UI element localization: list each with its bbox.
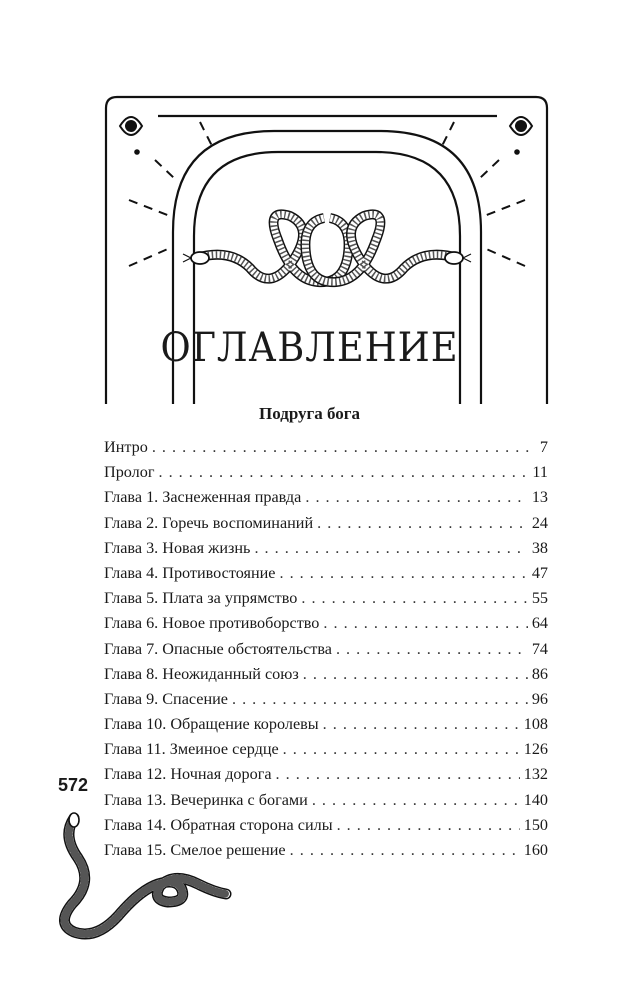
toc-item[interactable] (104, 463, 548, 488)
toc-label: Глава 15. Смелое решение (104, 841, 286, 859)
entwined-snakes-icon (183, 214, 471, 282)
toc-page: 108 (523, 715, 548, 734)
toc-label: Глава 2. Горечь воспоминаний (104, 513, 314, 532)
toc-page: 55 (531, 589, 548, 608)
toc-label: Глава 9. Спасение (104, 689, 228, 708)
toc-leader (323, 614, 527, 633)
toc-item[interactable] (104, 715, 548, 740)
toc-leader (152, 438, 536, 457)
toc-page: 11 (532, 463, 548, 482)
toc-leader (279, 564, 527, 583)
toc-label: Глава 3. Новая жизнь (104, 538, 251, 557)
toc-page: 132 (523, 765, 548, 784)
toc-page: 24 (531, 513, 548, 532)
toc-leader (336, 640, 528, 659)
toc-leader (276, 765, 520, 784)
toc-item[interactable] (104, 564, 548, 589)
toc-label: Интро (104, 438, 148, 456)
toc-item[interactable] (104, 765, 548, 790)
toc-item[interactable] (104, 740, 548, 765)
toc-item[interactable] (104, 665, 548, 690)
page-number: 572 (58, 775, 89, 795)
toc-page: 126 (523, 740, 548, 759)
toc-page: 96 (531, 689, 548, 708)
toc-label: Глава 11. Змеиное сердце (104, 740, 279, 759)
page-title: ОГЛАВЛЕНИЕ (160, 325, 459, 371)
toc-leader (303, 665, 528, 684)
toc-leader (323, 715, 520, 734)
toc-item[interactable] (104, 589, 548, 614)
toc-page: 74 (531, 639, 548, 658)
toc-label: Глава 8. Неожиданный союз (104, 664, 299, 683)
table-of-contents (104, 438, 548, 866)
eye-icon (120, 117, 532, 135)
toc-label: Глава 13. Вечеринка с богами (104, 790, 308, 809)
toc-item[interactable] (104, 514, 548, 539)
toc-label: Глава 10. Обращение королевы (104, 715, 319, 734)
toc-label: Глава 12. Ночная дорога (104, 765, 272, 784)
toc-page: 38 (531, 538, 548, 557)
toc-label: Глава 5. Плата за упрямство (104, 589, 298, 608)
toc-label: Пролог (104, 463, 155, 482)
toc-item[interactable] (104, 640, 548, 665)
coiled-snake-icon (48, 812, 238, 942)
book-part-title: Подруга бога (258, 404, 361, 423)
toc-item[interactable] (104, 539, 548, 564)
toc-label: Глава 6. Новое противоборство (104, 614, 320, 633)
toc-leader (290, 841, 520, 860)
toc-label: Глава 14. Обратная сторона силы (104, 815, 333, 834)
toc-label: Глава 4. Противостояние (104, 563, 276, 582)
toc-leader (337, 816, 520, 835)
toc-label: Глава 1. Заснеженная правда (104, 488, 302, 507)
toc-item[interactable] (104, 690, 548, 715)
toc-leader (301, 589, 527, 608)
toc-page: 13 (531, 488, 548, 507)
toc-leader (305, 488, 527, 507)
toc-item[interactable] (104, 614, 548, 639)
toc-leader (312, 791, 520, 810)
toc-leader (283, 740, 520, 759)
toc-leader (254, 539, 527, 558)
toc-page: 160 (523, 841, 548, 859)
toc-page: 64 (531, 614, 548, 633)
toc-page: 7 (539, 438, 548, 456)
toc-item[interactable] (104, 488, 548, 513)
toc-leader (232, 690, 528, 709)
toc-leader (158, 463, 528, 482)
toc-page: 140 (523, 790, 548, 809)
toc-page: 47 (531, 563, 548, 582)
toc-leader (317, 514, 528, 533)
toc-item[interactable] (104, 438, 548, 463)
toc-page: 86 (531, 664, 548, 683)
toc-page: 150 (523, 815, 548, 834)
toc-label: Глава 7. Опасные обстоятельства (104, 639, 332, 658)
